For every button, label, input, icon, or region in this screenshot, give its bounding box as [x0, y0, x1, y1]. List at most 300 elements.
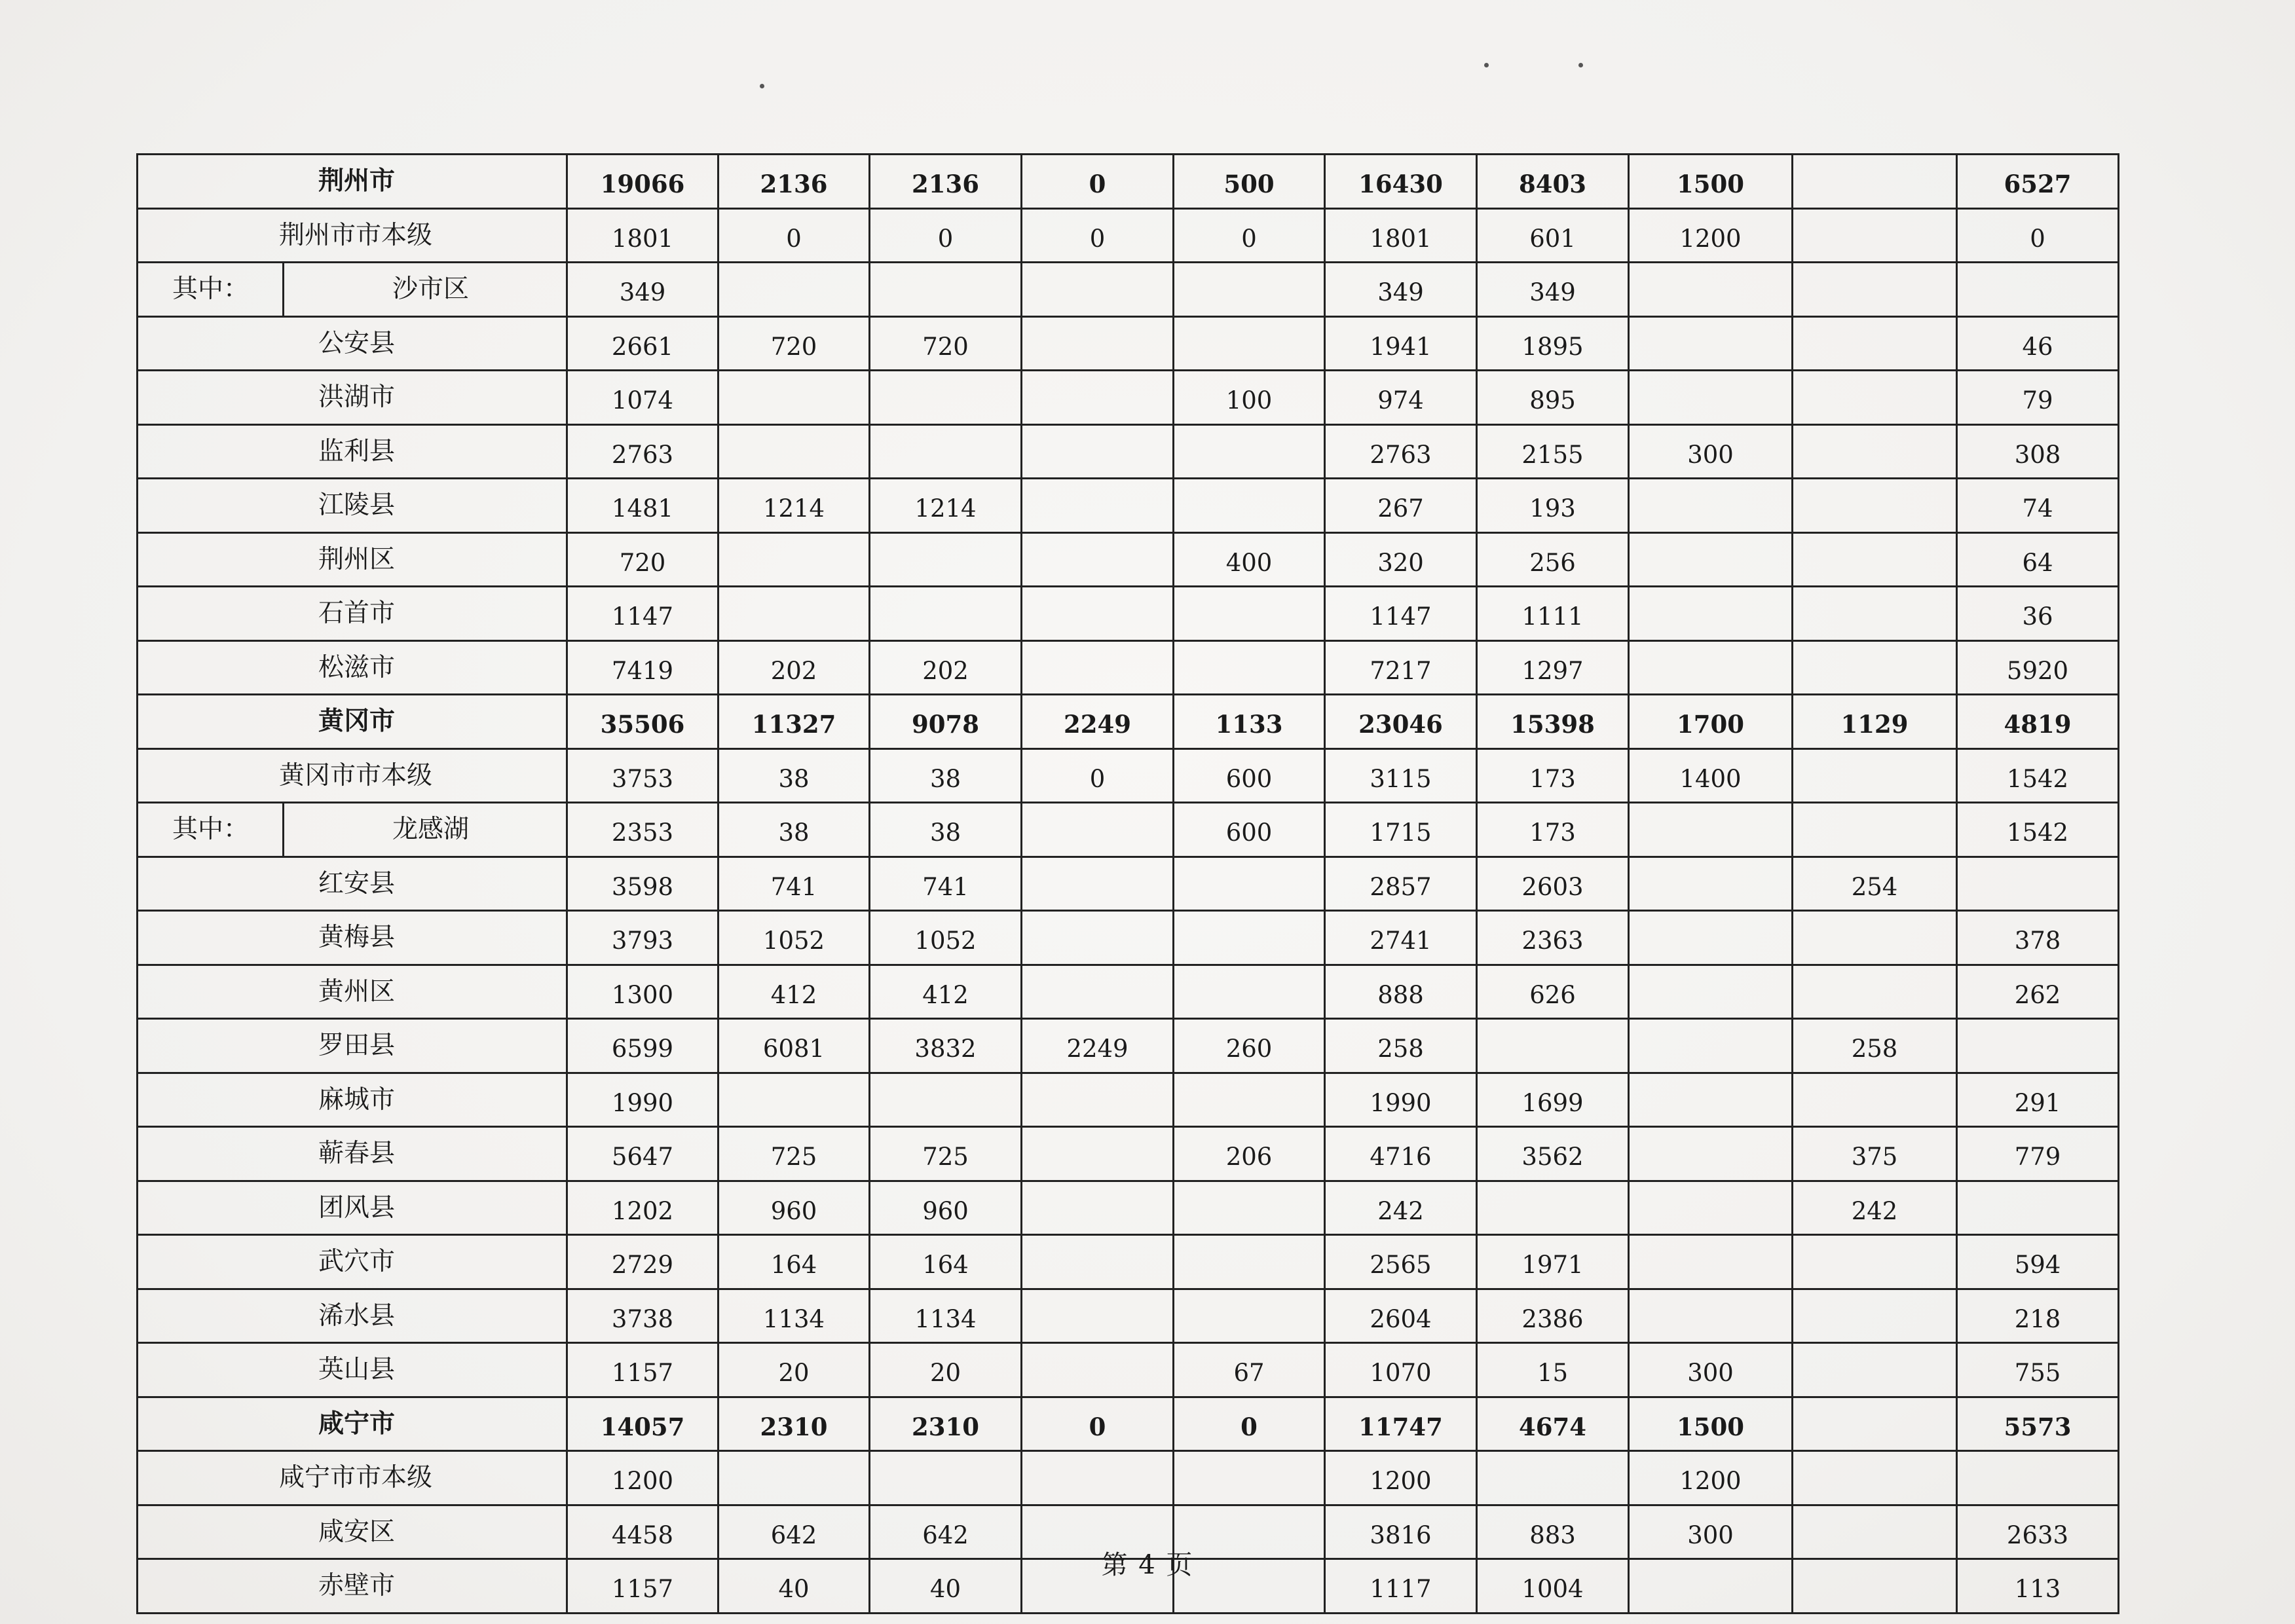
table-cell — [1793, 965, 1957, 1019]
table-cell: 3738 — [567, 1289, 718, 1343]
table-cell: 1157 — [567, 1559, 718, 1614]
table-cell: 38 — [718, 748, 870, 803]
table-cell: 40 — [870, 1559, 1022, 1614]
table-cell: 260 — [1174, 1019, 1325, 1073]
table-cell: 2136 — [870, 155, 1022, 209]
table-cell — [718, 1451, 870, 1505]
table-cell: 412 — [870, 965, 1022, 1019]
table-row — [138, 1235, 2119, 1289]
table-cell — [1477, 1019, 1629, 1073]
table-cell: 2763 — [567, 424, 718, 479]
table-cell — [1022, 316, 1174, 371]
row-name: 沙市区 — [284, 263, 567, 317]
table-cell — [870, 263, 1022, 317]
table-cell: 8403 — [1477, 155, 1629, 209]
table-cell: 1481 — [567, 479, 718, 533]
table-cell: 1074 — [567, 371, 718, 425]
table-cell: 974 — [1325, 371, 1477, 425]
table-cell — [1629, 857, 1793, 911]
table-cell: 6599 — [567, 1019, 718, 1073]
table-cell: 3753 — [567, 748, 718, 803]
table-cell — [1174, 965, 1325, 1019]
table-cell — [1957, 1451, 2119, 1505]
table-cell: 19066 — [567, 155, 718, 209]
table-cell — [1629, 263, 1793, 317]
table-cell — [1174, 911, 1325, 965]
table-cell: 1052 — [718, 911, 870, 965]
table-cell: 64 — [1957, 532, 2119, 587]
row-name: 石首市 — [138, 587, 567, 641]
scan-speck — [1484, 63, 1489, 67]
table-cell — [1793, 1073, 1957, 1127]
table-cell: 741 — [718, 857, 870, 911]
table-cell — [1629, 1235, 1793, 1289]
table-cell — [1629, 1019, 1793, 1073]
table-cell: 720 — [870, 316, 1022, 371]
table-cell — [1957, 1181, 2119, 1235]
table-cell — [1793, 1397, 1957, 1451]
table-cell: 23046 — [1325, 695, 1477, 749]
table-cell: 1200 — [1325, 1451, 1477, 1505]
table-cell: 308 — [1957, 424, 2119, 479]
table-cell: 36 — [1957, 587, 2119, 641]
table-cell — [1793, 155, 1957, 209]
table-row — [138, 479, 2119, 533]
table-cell: 1542 — [1957, 803, 2119, 857]
table-cell — [1022, 532, 1174, 587]
table-cell: 300 — [1629, 1505, 1793, 1559]
table-cell: 11327 — [718, 695, 870, 749]
table-cell: 2136 — [718, 155, 870, 209]
table-cell: 1200 — [567, 1451, 718, 1505]
table-cell: 1400 — [1629, 748, 1793, 803]
table-row — [138, 208, 2119, 263]
table-cell — [870, 587, 1022, 641]
table-cell — [1629, 911, 1793, 965]
row-name: 黄梅县 — [138, 911, 567, 965]
table-cell: 500 — [1174, 155, 1325, 209]
table-cell: 1157 — [567, 1343, 718, 1397]
row-name: 团风县 — [138, 1181, 567, 1235]
table-cell: 2565 — [1325, 1235, 1477, 1289]
table-cell — [1174, 640, 1325, 695]
table-cell: 725 — [718, 1127, 870, 1181]
table-row — [138, 1181, 2119, 1235]
table-cell: 1297 — [1477, 640, 1629, 695]
table-cell — [1629, 1127, 1793, 1181]
row-qizhong-label: 其中： — [138, 803, 284, 857]
table-cell: 720 — [567, 532, 718, 587]
row-name: 监利县 — [138, 424, 567, 479]
table-cell: 4458 — [567, 1505, 718, 1559]
table-cell: 2857 — [1325, 857, 1477, 911]
table-cell — [1174, 857, 1325, 911]
table-cell: 3816 — [1325, 1505, 1477, 1559]
table-cell: 79 — [1957, 371, 2119, 425]
table-cell — [718, 424, 870, 479]
table-row — [138, 155, 2119, 209]
table-cell: 0 — [1022, 155, 1174, 209]
table-row — [138, 424, 2119, 479]
table-cell: 193 — [1477, 479, 1629, 533]
table-cell — [1793, 1289, 1957, 1343]
table-cell: 378 — [1957, 911, 2119, 965]
table-cell: 16430 — [1325, 155, 1477, 209]
table-cell — [1174, 1073, 1325, 1127]
table-cell — [1629, 479, 1793, 533]
row-name: 龙感湖 — [284, 803, 567, 857]
table-cell: 1117 — [1325, 1559, 1477, 1614]
row-name: 黄冈市市本级 — [138, 748, 567, 803]
table-cell — [1629, 1289, 1793, 1343]
table-cell: 300 — [1629, 1343, 1793, 1397]
table-cell: 2763 — [1325, 424, 1477, 479]
table-cell: 0 — [1022, 748, 1174, 803]
table-cell: 601 — [1477, 208, 1629, 263]
table-cell: 400 — [1174, 532, 1325, 587]
table-cell: 1134 — [718, 1289, 870, 1343]
table-cell: 202 — [718, 640, 870, 695]
table-cell — [1793, 371, 1957, 425]
table-cell: 349 — [567, 263, 718, 317]
table-cell — [1022, 1235, 1174, 1289]
table-cell: 1147 — [1325, 587, 1477, 641]
table-cell: 1214 — [718, 479, 870, 533]
table-cell — [1957, 1019, 2119, 1073]
table-cell — [870, 371, 1022, 425]
table-cell — [1629, 587, 1793, 641]
table-row — [138, 1451, 2119, 1505]
table-cell: 38 — [870, 803, 1022, 857]
table-cell: 3793 — [567, 911, 718, 965]
table-cell: 412 — [718, 965, 870, 1019]
row-name: 武穴市 — [138, 1235, 567, 1289]
table-cell: 2249 — [1022, 1019, 1174, 1073]
row-name: 英山县 — [138, 1343, 567, 1397]
table-cell — [1022, 857, 1174, 911]
table-row — [138, 587, 2119, 641]
table-cell: 0 — [1022, 1397, 1174, 1451]
table-cell: 291 — [1957, 1073, 2119, 1127]
table-cell: 173 — [1477, 803, 1629, 857]
table-cell: 2661 — [567, 316, 718, 371]
table-cell — [870, 424, 1022, 479]
table-cell: 164 — [718, 1235, 870, 1289]
table-cell — [1174, 587, 1325, 641]
table-cell: 6527 — [1957, 155, 2119, 209]
table-cell: 349 — [1325, 263, 1477, 317]
table-cell: 2603 — [1477, 857, 1629, 911]
table-cell — [1957, 857, 2119, 911]
table-row — [138, 316, 2119, 371]
table-row — [138, 965, 2119, 1019]
table-cell: 1700 — [1629, 695, 1793, 749]
table-cell: 960 — [718, 1181, 870, 1235]
table-cell: 164 — [870, 1235, 1022, 1289]
table-cell: 1129 — [1793, 695, 1957, 749]
table-cell: 895 — [1477, 371, 1629, 425]
table-row — [138, 1343, 2119, 1397]
table-cell — [1022, 803, 1174, 857]
table-cell — [1793, 1235, 1957, 1289]
row-name: 咸安区 — [138, 1505, 567, 1559]
table-cell: 2310 — [718, 1397, 870, 1451]
row-name: 黄州区 — [138, 965, 567, 1019]
table-cell: 1801 — [1325, 208, 1477, 263]
table-cell: 1214 — [870, 479, 1022, 533]
row-name: 荆州市市本级 — [138, 208, 567, 263]
table-cell — [1022, 1343, 1174, 1397]
row-name: 洪湖市 — [138, 371, 567, 425]
table-cell — [1793, 208, 1957, 263]
row-name: 赤壁市 — [138, 1559, 567, 1614]
table-cell — [1793, 424, 1957, 479]
table-cell: 11747 — [1325, 1397, 1477, 1451]
table-cell: 2386 — [1477, 1289, 1629, 1343]
table-cell — [1174, 316, 1325, 371]
table-cell: 1542 — [1957, 748, 2119, 803]
table-cell — [1793, 1343, 1957, 1397]
table-cell — [718, 587, 870, 641]
table-cell: 1200 — [1629, 1451, 1793, 1505]
table-cell — [1629, 803, 1793, 857]
table-cell: 2249 — [1022, 695, 1174, 749]
table-cell — [1957, 263, 2119, 317]
scan-speck — [760, 84, 764, 88]
table-cell: 1202 — [567, 1181, 718, 1235]
table-row — [138, 803, 2119, 857]
table-cell: 74 — [1957, 479, 2119, 533]
table-cell: 1111 — [1477, 587, 1629, 641]
table-cell: 5573 — [1957, 1397, 2119, 1451]
table-cell — [1793, 316, 1957, 371]
table-cell — [1793, 532, 1957, 587]
table-cell — [1174, 1289, 1325, 1343]
table-cell: 67 — [1174, 1343, 1325, 1397]
table-cell: 883 — [1477, 1505, 1629, 1559]
row-name: 松滋市 — [138, 640, 567, 695]
table-row — [138, 640, 2119, 695]
table-cell: 2729 — [567, 1235, 718, 1289]
table-cell: 262 — [1957, 965, 2119, 1019]
table-cell — [1022, 479, 1174, 533]
table-cell — [1793, 911, 1957, 965]
table-cell: 720 — [718, 316, 870, 371]
table-cell — [1174, 263, 1325, 317]
table-cell — [1022, 1127, 1174, 1181]
row-name: 咸宁市市本级 — [138, 1451, 567, 1505]
table-cell: 3115 — [1325, 748, 1477, 803]
table-cell — [1793, 263, 1957, 317]
table-cell: 1300 — [567, 965, 718, 1019]
table-cell — [718, 371, 870, 425]
table-cell: 2363 — [1477, 911, 1629, 965]
row-name: 公安县 — [138, 316, 567, 371]
table-cell: 3598 — [567, 857, 718, 911]
table-cell — [1174, 1181, 1325, 1235]
table-cell — [1793, 640, 1957, 695]
table-cell: 1715 — [1325, 803, 1477, 857]
table-cell — [1022, 1073, 1174, 1127]
table-cell: 2741 — [1325, 911, 1477, 965]
table-cell — [1022, 587, 1174, 641]
table-cell — [1793, 479, 1957, 533]
table-cell — [1174, 1235, 1325, 1289]
table-cell: 0 — [1174, 1397, 1325, 1451]
table-cell: 2633 — [1957, 1505, 2119, 1559]
table-cell: 1990 — [1325, 1073, 1477, 1127]
table-cell: 594 — [1957, 1235, 2119, 1289]
table-row — [138, 371, 2119, 425]
table-cell — [1793, 748, 1957, 803]
table-cell — [1022, 1451, 1174, 1505]
table-cell — [1629, 965, 1793, 1019]
row-name: 罗田县 — [138, 1019, 567, 1073]
table-cell: 0 — [1957, 208, 2119, 263]
table-cell — [1629, 640, 1793, 695]
table-cell: 113 — [1957, 1559, 2119, 1614]
table-row — [138, 1289, 2119, 1343]
table-cell: 300 — [1629, 424, 1793, 479]
table-cell: 38 — [870, 748, 1022, 803]
table-cell: 642 — [718, 1505, 870, 1559]
table-cell: 7419 — [567, 640, 718, 695]
table-cell: 9078 — [870, 695, 1022, 749]
table-cell: 14057 — [567, 1397, 718, 1451]
row-qizhong-label: 其中： — [138, 263, 284, 317]
page-number: 第 4 页 — [1101, 1550, 1194, 1580]
table-cell: 4716 — [1325, 1127, 1477, 1181]
table-cell: 258 — [1793, 1019, 1957, 1073]
table-cell — [1022, 1289, 1174, 1343]
table-cell: 0 — [870, 208, 1022, 263]
table-cell: 7217 — [1325, 640, 1477, 695]
table-cell: 2604 — [1325, 1289, 1477, 1343]
table-cell: 1052 — [870, 911, 1022, 965]
table-cell — [718, 1073, 870, 1127]
table-cell: 0 — [1022, 208, 1174, 263]
table-cell: 1070 — [1325, 1343, 1477, 1397]
table-row — [138, 1073, 2119, 1127]
table-cell: 173 — [1477, 748, 1629, 803]
row-name: 江陵县 — [138, 479, 567, 533]
table-cell: 626 — [1477, 965, 1629, 1019]
table-cell: 1500 — [1629, 1397, 1793, 1451]
table-cell: 256 — [1477, 532, 1629, 587]
row-name: 红安县 — [138, 857, 567, 911]
table-cell — [1477, 1181, 1629, 1235]
table-cell — [1022, 911, 1174, 965]
table-cell — [870, 1073, 1022, 1127]
table-cell: 15398 — [1477, 695, 1629, 749]
row-name: 麻城市 — [138, 1073, 567, 1127]
table-cell: 15 — [1477, 1343, 1629, 1397]
table-row — [138, 857, 2119, 911]
table-cell — [1629, 1073, 1793, 1127]
table-cell — [1022, 371, 1174, 425]
table-row — [138, 263, 2119, 317]
table-cell: 242 — [1325, 1181, 1477, 1235]
table-row — [138, 695, 2119, 749]
table-cell: 3832 — [870, 1019, 1022, 1073]
table-cell — [1022, 1181, 1174, 1235]
table-cell: 2310 — [870, 1397, 1022, 1451]
table-cell — [1629, 316, 1793, 371]
table-cell — [1793, 587, 1957, 641]
allocation-table — [136, 153, 2119, 1614]
row-name: 浠水县 — [138, 1289, 567, 1343]
table-cell: 202 — [870, 640, 1022, 695]
table-cell — [1174, 479, 1325, 533]
table-cell: 20 — [870, 1343, 1022, 1397]
table-cell: 5920 — [1957, 640, 2119, 695]
table-cell: 642 — [870, 1505, 1022, 1559]
table-cell: 375 — [1793, 1127, 1957, 1181]
scan-speck — [1578, 63, 1583, 67]
table-cell: 267 — [1325, 479, 1477, 533]
table-cell: 6081 — [718, 1019, 870, 1073]
table-cell — [1629, 532, 1793, 587]
table-cell — [1629, 371, 1793, 425]
table-cell: 349 — [1477, 263, 1629, 317]
table-cell: 1147 — [567, 587, 718, 641]
table-cell — [870, 532, 1022, 587]
row-name: 蕲春县 — [138, 1127, 567, 1181]
table-cell: 1500 — [1629, 155, 1793, 209]
table-cell: 1990 — [567, 1073, 718, 1127]
table-cell — [1022, 965, 1174, 1019]
table-cell: 4674 — [1477, 1397, 1629, 1451]
table-cell: 254 — [1793, 857, 1957, 911]
table-cell — [1793, 1451, 1957, 1505]
table-cell: 100 — [1174, 371, 1325, 425]
table-cell: 741 — [870, 857, 1022, 911]
table-cell: 755 — [1957, 1343, 2119, 1397]
table-cell: 1699 — [1477, 1073, 1629, 1127]
table-cell: 38 — [718, 803, 870, 857]
table-cell: 1801 — [567, 208, 718, 263]
table-cell: 206 — [1174, 1127, 1325, 1181]
table-cell: 600 — [1174, 748, 1325, 803]
table-row — [138, 1019, 2119, 1073]
table-cell: 35506 — [567, 695, 718, 749]
table-row — [138, 911, 2119, 965]
table-cell: 600 — [1174, 803, 1325, 857]
row-name: 荆州区 — [138, 532, 567, 587]
table-cell: 1134 — [870, 1289, 1022, 1343]
table-cell: 40 — [718, 1559, 870, 1614]
table-cell — [1174, 1451, 1325, 1505]
table-row — [138, 1397, 2119, 1451]
table-cell — [1022, 640, 1174, 695]
table-cell: 0 — [718, 208, 870, 263]
table-cell: 20 — [718, 1343, 870, 1397]
table-row — [138, 1127, 2119, 1181]
table-cell: 320 — [1325, 532, 1477, 587]
table-cell: 779 — [1957, 1127, 2119, 1181]
table-cell: 1941 — [1325, 316, 1477, 371]
table-cell: 3562 — [1477, 1127, 1629, 1181]
table-cell: 888 — [1325, 965, 1477, 1019]
table-body — [138, 155, 2119, 1614]
table-cell — [718, 263, 870, 317]
table-cell: 46 — [1957, 316, 2119, 371]
table-cell: 0 — [1174, 208, 1325, 263]
table-cell — [1477, 1451, 1629, 1505]
table-row — [138, 532, 2119, 587]
table-cell: 4819 — [1957, 695, 2119, 749]
table-cell — [1629, 1181, 1793, 1235]
